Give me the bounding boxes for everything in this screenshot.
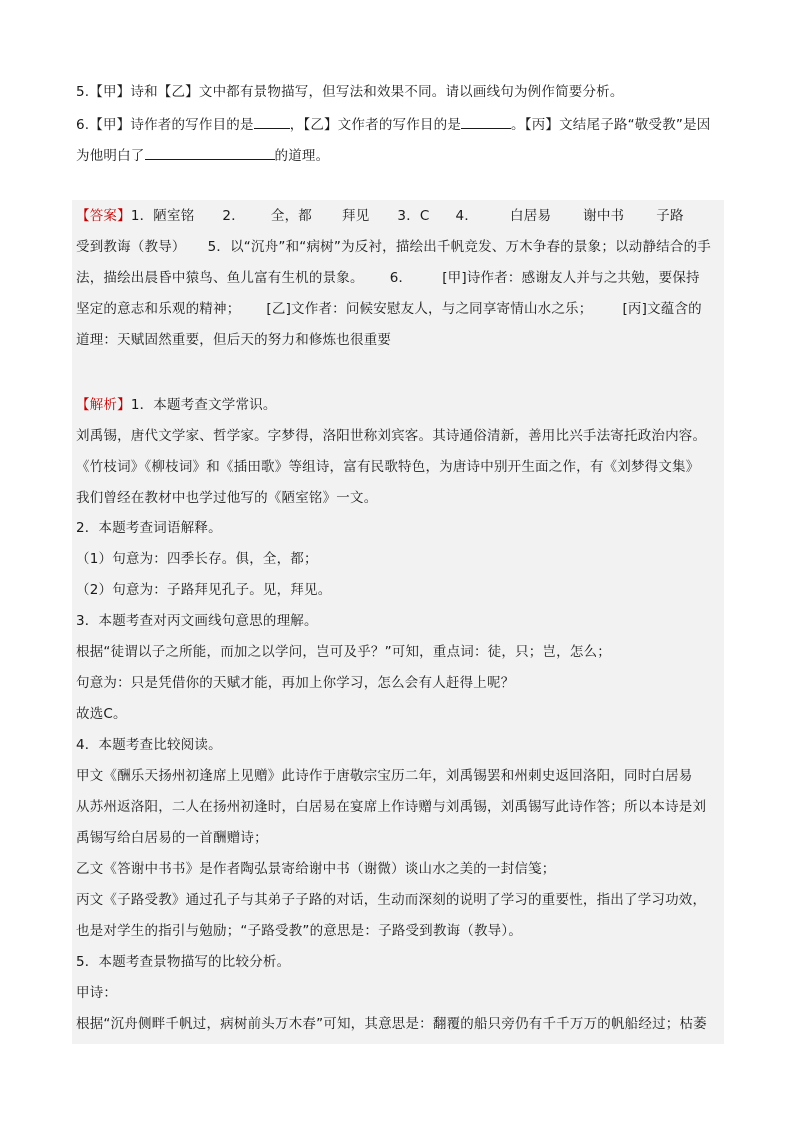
analysis-line: 《竹枝词》《柳枝词》和《插田歌》等组诗，富有民歌特色，为唐诗中别开生面之作，有《刘梦得文集》 [76, 459, 700, 475]
analysis-line: 根据“沉舟侧畔千帆过，病树前头万木春”可知，其意思是：翻覆的船只旁仍有千千万万的帆船经过；枯萎 [76, 1016, 707, 1032]
answer-6-label: 6． [389, 270, 413, 286]
answer-2-item-2: 拜见 [342, 208, 370, 224]
answer-4-item-3-cont: 受到教诲（教导） [76, 239, 186, 255]
analysis-line: 也是对学生的指引与勉励；“子路受教”的意思是：子路受到教诲（教导）。 [76, 923, 523, 939]
answer-line-3 [76, 268, 726, 288]
analysis-line: 4．本题考查比较阅读。 [76, 737, 222, 753]
question-6-part-b: ，【乙】文作者的写作目的是 [289, 117, 462, 133]
analysis-line: 故选C。 [76, 706, 127, 722]
question-6-part-c: 。【丙】文结尾子路“敬受教”是因 [511, 117, 711, 133]
analysis-line: 刘禹锡，唐代文学家、哲学家。字梦得，洛阳世称刘宾客。其诗通俗清新，善用比兴手法寄托政治内容。 [76, 428, 707, 444]
analysis-line: 甲文《酬乐天扬州初逢席上见赠》此诗作于唐敬宗宝历二年，刘禹锡罢和州刺史返回洛阳，同时白居易 [76, 768, 693, 784]
answer-block [72, 200, 724, 386]
answer-2-label: 2． [222, 208, 245, 224]
answer-blank [254, 114, 290, 129]
question-6-part-e: 的道理。 [274, 148, 330, 164]
answer-3: 3．C [397, 208, 430, 224]
answer-blank [461, 114, 511, 129]
question-6-part-a: 6.【甲】诗作者的写作目的是 [76, 117, 254, 133]
analysis-line: （2）句意为：子路拜见孔子。见，拜见。 [76, 582, 332, 598]
answer-6-jia: [甲]诗作者：感谢友人并与之共勉，要保持 [442, 270, 700, 286]
analysis-line: 句意为：只是凭借你的天赋才能，再加上你学习，怎么会有人赶得上呢？ [76, 675, 515, 691]
analysis-line-1 [76, 395, 726, 415]
answer-5-cont: 法，描绘出晨昏中猿鸟、鱼儿富有生机的景象。 [76, 270, 364, 286]
answer-5: 5．以“沉舟”和“病树”为反衬，描绘出千帆竞发、万木争春的景象；以动静结合的手 [207, 239, 711, 255]
analysis-line: 根据“徒谓以子之所能，而加之以学问，岂可及乎？”可知，重点词：徒，只；岂，怎么； [76, 644, 611, 660]
answer-tag: 【答案】 [76, 208, 131, 224]
analysis-text: 1．本题考查文学常识。 [130, 397, 277, 413]
analysis-line: （1）句意为：四季长存。俱，全，都； [76, 551, 318, 567]
analysis-tag: 【解析】 [76, 397, 131, 413]
answer-6-jia-cont: 坚定的意志和乐观的精神； [76, 301, 241, 317]
question-6-line2 [76, 145, 726, 166]
analysis-line: 丙文《子路受教》通过孔子与其弟子子路的对话，生动而深刻的说明了学习的重要性，指出了学习功效， [76, 892, 707, 908]
answer-4-label: 4． [455, 208, 479, 224]
answer-line-1 [76, 206, 726, 226]
analysis-line: 我们曾经在教材中也学过他写的《陋室铭》一文。 [76, 490, 378, 506]
answer-4-item-3: 子路 [656, 208, 684, 224]
analysis-line: 乙文《答谢中书书》是作者陶弘景寄给谢中书（谢微）谈山水之美的一封信笺； [76, 861, 556, 877]
answer-4-item-2: 谢中书 [583, 208, 625, 224]
answer-4-item-1: 白居易 [510, 208, 552, 224]
answer-blank [145, 145, 275, 160]
answer-line-2 [76, 237, 726, 257]
analysis-line: 禹锡写给白居易的一首酬赠诗； [76, 830, 268, 846]
analysis-line: 甲诗： [76, 985, 118, 1001]
question-6-line1 [76, 114, 726, 135]
analysis-line: 从苏州返洛阳，二人在扬州初逢时，白居易在宴席上作诗赠与刘禹锡，刘禹锡写此诗作答；所以本诗是刘 [76, 799, 707, 815]
answer-6-bing: [丙]文蕴含的 [622, 301, 702, 317]
analysis-line: 5．本题考查景物描写的比较分析。 [76, 954, 291, 970]
answer-1: 1．陋室铭 [130, 208, 195, 224]
question-6-part-d: 为他明白了 [76, 148, 145, 164]
question-5: 5.【甲】诗和【乙】文中都有景物描写，但写法和效果不同。请以画线句为例作简要分析。 [76, 84, 624, 100]
analysis-line: 2．本题考查词语解释。 [76, 520, 222, 536]
answer-2-item-1: 全，都 [270, 208, 313, 224]
answer-6-yi: [乙]文作者：问候安慰友人，与之同享寄情山水之乐； [266, 301, 593, 317]
answer-line-5: 道理：天赋固然重要，但后天的努力和修炼也很重要 [76, 332, 392, 348]
answer-line-4 [76, 299, 726, 319]
analysis-line: 3．本题考查对丙文画线句意思的理解。 [76, 613, 318, 629]
